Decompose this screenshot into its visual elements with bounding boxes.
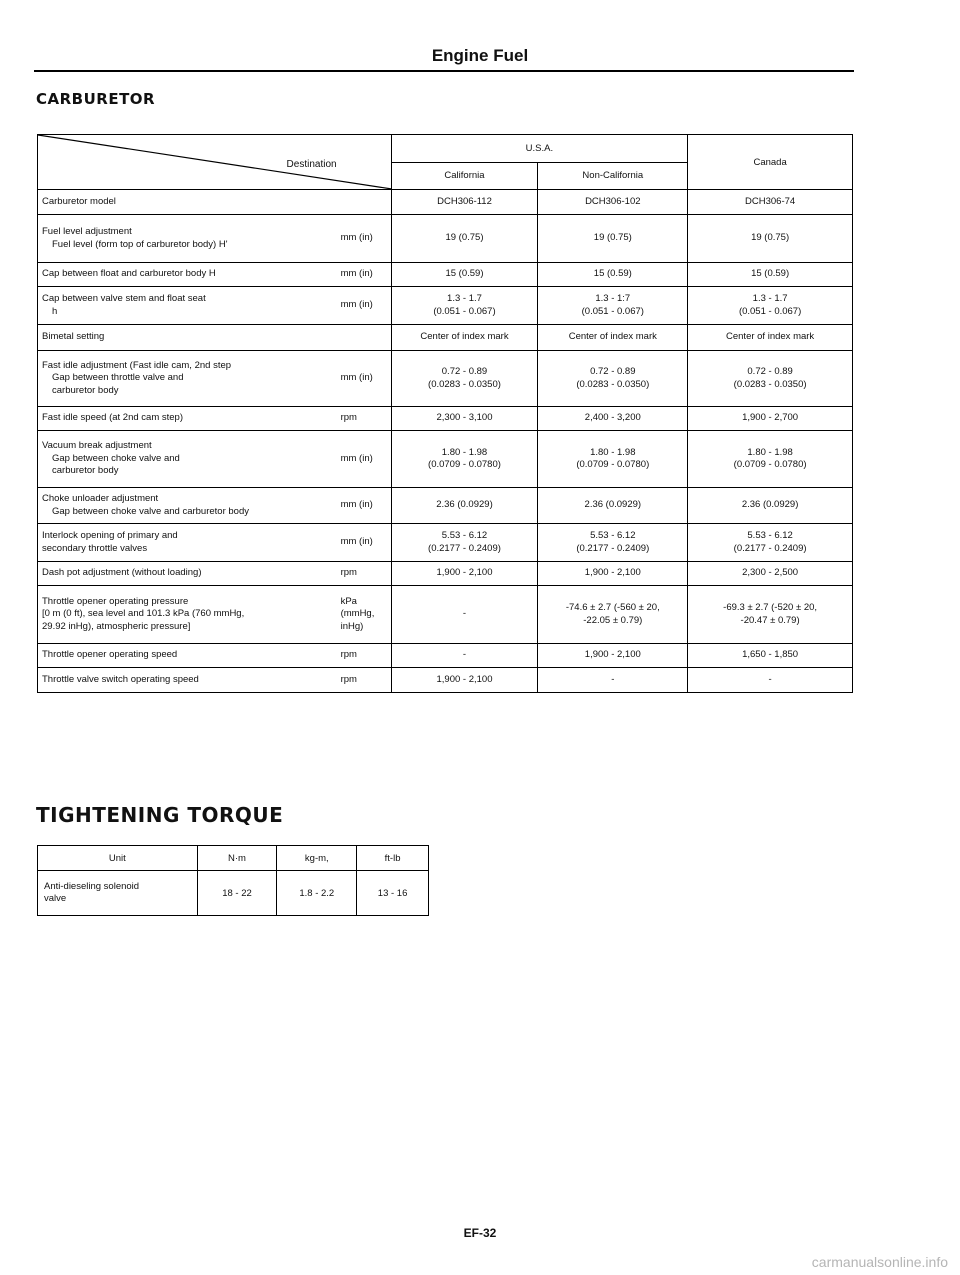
- parameter-label: Fast idle speed (at 2nd cam step): [42, 412, 183, 424]
- parameter-label: Interlock opening of primary and secondary throttle valves: [42, 530, 178, 554]
- canada-header: Canada: [688, 135, 853, 190]
- table-row: [38, 562, 853, 586]
- parameter-cell-content: [42, 331, 387, 343]
- table-row: [38, 524, 853, 562]
- carburetor-spec-table: [37, 134, 853, 693]
- parameter-sublabel: Gap between choke valve and carburetor body: [52, 452, 180, 477]
- table-row: [38, 586, 853, 644]
- california-value: 1,900 - 2,100: [391, 668, 538, 693]
- parameter-cell-content: [42, 567, 387, 579]
- non-california-value: 1,900 - 2,100: [538, 562, 688, 586]
- parameter-label-group: [42, 649, 341, 661]
- canada-value: 1.3 - 1.7 (0.051 - 0.067): [688, 287, 853, 325]
- parameter-label-group: [42, 360, 341, 397]
- parameter-label: Fast idle adjustment (Fast idle cam, 2nd step: [42, 359, 232, 371]
- non-california-header: Non-California: [538, 162, 688, 190]
- torque-header-unit: Unit: [38, 846, 198, 871]
- california-value: 5.53 - 6.12 (0.2177 - 0.2409): [391, 524, 538, 562]
- parameter-unit: rpm: [340, 649, 357, 661]
- non-california-value: 1.3 - 1:7 (0.051 - 0.067): [538, 287, 688, 325]
- torque-section-title: TIGHTENING TORQUE: [36, 803, 284, 827]
- non-california-value: 5.53 - 6.12 (0.2177 - 0.2409): [538, 524, 688, 562]
- parameter-label: Dash pot adjustment (without loading): [42, 567, 202, 579]
- parameter-cell: [38, 190, 392, 215]
- torque-header-nm: N·m: [197, 846, 277, 871]
- parameter-cell-content: [42, 360, 387, 397]
- parameter-label-group: [42, 674, 341, 686]
- parameter-cell: [38, 586, 392, 644]
- canada-value: 0.72 - 0.89 (0.0283 - 0.0350): [688, 351, 853, 407]
- parameter-cell-content: [42, 226, 387, 251]
- california-value: 19 (0.75): [391, 215, 538, 263]
- parameter-cell-content: [42, 493, 387, 518]
- table-row: [38, 431, 853, 488]
- parameter-unit: kPa (mmHg, inHg): [340, 595, 375, 632]
- parameter-unit: rpm: [340, 567, 357, 579]
- california-value: 15 (0.59): [391, 263, 538, 287]
- torque-row-kgm: 1.8 - 2.2: [277, 871, 357, 916]
- parameter-cell-content: [42, 412, 387, 424]
- canada-value: 2,300 - 2,500: [688, 562, 853, 586]
- non-california-value: 1,900 - 2,100: [538, 644, 688, 668]
- parameter-unit: mm (in): [340, 268, 373, 280]
- parameter-unit: rpm: [340, 673, 357, 685]
- non-california-value: 15 (0.59): [538, 263, 688, 287]
- parameter-label: Fuel level adjustment: [42, 226, 132, 238]
- parameter-cell: [38, 351, 392, 407]
- parameter-cell: [38, 215, 392, 263]
- parameter-unit: mm (in): [340, 452, 373, 464]
- parameter-cell-content: [42, 530, 387, 555]
- parameter-cell: [38, 562, 392, 586]
- parameter-cell-content: [42, 293, 387, 318]
- parameter-label: Throttle opener operating pressure [0 m (0 ft), sea level and 101.3 kPa (760 mmHg, 29.92 inHg), atmospheric pressure]: [42, 595, 245, 632]
- diagonal-divider: [38, 135, 392, 189]
- parameter-label-group: [42, 567, 341, 579]
- parameter-cell-content: [42, 440, 387, 477]
- california-header: California: [391, 162, 538, 190]
- parameter-cell: [38, 488, 392, 524]
- parameter-label-group: [42, 493, 341, 518]
- non-california-value: 2,400 - 3,200: [538, 407, 688, 431]
- canada-value: DCH306-74: [688, 190, 853, 215]
- table-row: [38, 351, 853, 407]
- parameter-label: Choke unloader adjustment: [42, 493, 159, 505]
- canada-value: -69.3 ± 2.7 (-520 ± 20, -20.47 ± 0.79): [688, 586, 853, 644]
- parameter-cell-content: [42, 196, 387, 208]
- non-california-value: Center of index mark: [538, 325, 688, 351]
- california-value: Center of index mark: [391, 325, 538, 351]
- canada-value: 1.80 - 1.98 (0.0709 - 0.0780): [688, 431, 853, 488]
- non-california-value: 2.36 (0.0929): [538, 488, 688, 524]
- table-row: [38, 287, 853, 325]
- parameter-cell-content: [42, 674, 387, 686]
- canada-value: Center of index mark: [688, 325, 853, 351]
- parameter-label: Throttle opener operating speed: [42, 649, 178, 661]
- parameter-label: Cap between valve stem and float seat: [42, 293, 206, 305]
- parameter-label-group: [42, 196, 341, 208]
- table-row: [38, 263, 853, 287]
- parameter-cell: [38, 668, 392, 693]
- parameter-label: Carburetor model: [42, 195, 116, 207]
- parameter-label: Vacuum break adjustment: [42, 440, 152, 452]
- canada-value: 1,900 - 2,700: [688, 407, 853, 431]
- parameter-cell-content: [42, 649, 387, 661]
- canada-value: -: [688, 668, 853, 693]
- canada-value: 19 (0.75): [688, 215, 853, 263]
- table-row: [38, 644, 853, 668]
- california-value: 1.80 - 1.98 (0.0709 - 0.0780): [391, 431, 538, 488]
- parameter-cell: [38, 431, 392, 488]
- parameter-cell: [38, 524, 392, 562]
- torque-row-nm: 18 - 22: [197, 871, 277, 916]
- california-value: 1.3 - 1.7 (0.051 - 0.067): [391, 287, 538, 325]
- destination-label: Destination: [286, 159, 337, 170]
- usa-header: U.S.A.: [391, 135, 688, 163]
- california-value: -: [391, 644, 538, 668]
- parameter-cell: [38, 263, 392, 287]
- carburetor-rows: [38, 190, 853, 693]
- parameter-label: Bimetal setting: [42, 331, 105, 343]
- non-california-value: -: [538, 668, 688, 693]
- parameter-cell: [38, 644, 392, 668]
- torque-header-ftlb: ft-lb: [357, 846, 429, 871]
- california-value: 2.36 (0.0929): [391, 488, 538, 524]
- header-rule: [34, 70, 854, 72]
- page-number: EF-32: [463, 1226, 497, 1240]
- parameter-label-group: [42, 412, 341, 424]
- parameter-label-group: [42, 331, 341, 343]
- table-row: [38, 407, 853, 431]
- parameter-label-group: [42, 293, 341, 318]
- watermark-text: carmanualsonline.info: [811, 1254, 948, 1270]
- torque-table: [37, 845, 429, 916]
- torque-row-label: Anti-dieseling solenoid valve: [38, 871, 198, 916]
- parameter-unit: mm (in): [340, 299, 373, 311]
- parameter-label-group: [42, 440, 341, 477]
- parameter-cell-content: [42, 268, 387, 280]
- destination-header-cell: [38, 135, 392, 190]
- parameter-label-group: [42, 596, 341, 633]
- non-california-value: 0.72 - 0.89 (0.0283 - 0.0350): [538, 351, 688, 407]
- parameter-unit: mm (in): [340, 232, 373, 244]
- parameter-sublabel: Fuel level (form top of carburetor body) H': [52, 238, 228, 250]
- parameter-unit: mm (in): [340, 499, 373, 511]
- parameter-cell: [38, 407, 392, 431]
- parameter-label: Cap between float and carburetor body H: [42, 268, 216, 280]
- parameter-label-group: [42, 226, 341, 251]
- parameter-sublabel: Gap between throttle valve and carburetor body: [52, 372, 184, 396]
- non-california-value: 1.80 - 1.98 (0.0709 - 0.0780): [538, 431, 688, 488]
- carburetor-section-title: CARBURETOR: [36, 90, 156, 108]
- california-value: 1,900 - 2,100: [391, 562, 538, 586]
- california-value: 2,300 - 3,100: [391, 407, 538, 431]
- canada-value: 15 (0.59): [688, 263, 853, 287]
- california-value: DCH306-112: [391, 190, 538, 215]
- california-value: -: [391, 586, 538, 644]
- page-header-title: Engine Fuel: [431, 46, 529, 65]
- table-row: [38, 190, 853, 215]
- torque-header-kgm: kg-m,: [277, 846, 357, 871]
- torque-row-ftlb: 13 - 16: [357, 871, 429, 916]
- non-california-value: DCH306-102: [538, 190, 688, 215]
- parameter-sublabel: h: [52, 305, 58, 317]
- non-california-value: -74.6 ± 2.7 (-560 ± 20, -22.05 ± 0.79): [538, 586, 688, 644]
- table-row: [38, 215, 853, 263]
- parameter-cell: [38, 325, 392, 351]
- parameter-sublabel: Gap between choke valve and carburetor body: [52, 505, 249, 517]
- table-row: [38, 488, 853, 524]
- table-row: [38, 325, 853, 351]
- parameter-unit: mm (in): [340, 372, 373, 384]
- canada-value: 5.53 - 6.12 (0.2177 - 0.2409): [688, 524, 853, 562]
- parameter-cell: [38, 287, 392, 325]
- table-row: [38, 871, 429, 916]
- parameter-label-group: [42, 530, 341, 555]
- canada-value: 1,650 - 1,850: [688, 644, 853, 668]
- table-row: [38, 668, 853, 693]
- canada-value: 2.36 (0.0929): [688, 488, 853, 524]
- parameter-unit: rpm: [340, 412, 357, 424]
- parameter-unit: mm (in): [340, 536, 373, 548]
- parameter-label-group: [42, 268, 341, 280]
- parameter-cell-content: [42, 596, 387, 633]
- california-value: 0.72 - 0.89 (0.0283 - 0.0350): [391, 351, 538, 407]
- non-california-value: 19 (0.75): [538, 215, 688, 263]
- parameter-label: Throttle valve switch operating speed: [42, 673, 199, 685]
